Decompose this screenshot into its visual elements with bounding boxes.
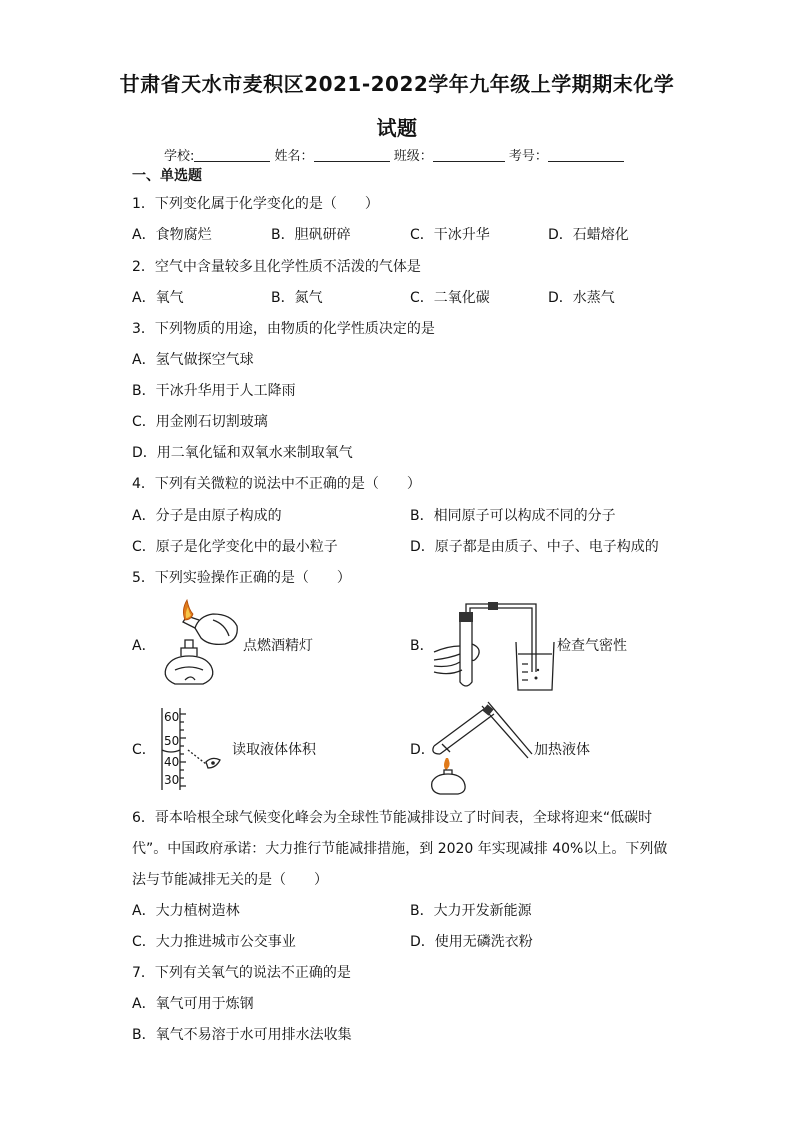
cylinder-tick-30: 30 — [164, 773, 180, 787]
question-4-option-b: B．相同原子可以构成不同的分子 — [410, 508, 616, 524]
question-2-stem: 2．空气中含量较多且化学性质不活泼的气体是 — [132, 259, 421, 275]
exam-number-blank[interactable] — [548, 148, 624, 162]
alcohol-lamp-lighting-figure — [155, 598, 245, 690]
question-6-option-b: B．大力开发新能源 — [410, 903, 532, 919]
question-6-stem-line3: 法与节能减排无关的是（ ） — [132, 872, 328, 888]
question-5-option-b-letter: B． — [410, 638, 434, 654]
question-5-stem: 5．下列实验操作正确的是（ ） — [132, 570, 351, 586]
question-5-option-a-letter: A． — [132, 638, 156, 654]
exam-title-line2: 试题 — [376, 116, 418, 140]
question-2-option-a: A．氧气 — [132, 290, 184, 306]
question-4-option-a: A．分子是由原子构成的 — [132, 508, 282, 524]
exam-number-label: 考号： — [508, 149, 548, 164]
question-2-option-b: B．氮气 — [271, 290, 323, 306]
question-5-option-b-text: 检查气密性 — [557, 638, 627, 654]
class-label: 班级： — [393, 149, 433, 164]
question-1-option-b: B．胆矾研碎 — [271, 227, 351, 243]
question-1-option-d: D．石蜡熔化 — [548, 227, 629, 243]
question-5-option-c-letter: C． — [132, 742, 156, 758]
question-6-stem-line1: 6．哥本哈根全球气候变化峰会为全球性节能减排设立了时间表，全球将迎来“低碳时 — [132, 810, 653, 826]
name-label: 姓名： — [274, 149, 314, 164]
question-3-option-c: C．用金刚石切割玻璃 — [132, 414, 268, 430]
question-6-option-d: D．使用无磷洗衣粉 — [410, 934, 533, 950]
question-5-option-c-text: 读取液体体积 — [232, 742, 316, 758]
question-3-option-b: B．干冰升华用于人工降雨 — [132, 383, 296, 399]
question-4-stem: 4．下列有关微粒的说法中不正确的是（ ） — [132, 476, 421, 492]
question-2-option-d: D．水蒸气 — [548, 290, 615, 306]
question-6-option-c: C．大力推进城市公交事业 — [132, 934, 296, 950]
airtightness-check-figure — [432, 600, 558, 692]
question-6-option-a: A．大力植树造林 — [132, 903, 240, 919]
heating-liquid-figure — [424, 700, 534, 796]
section-heading: 一、单选题 — [132, 168, 202, 184]
question-1-stem: 1．下列变化属于化学变化的是（ ） — [132, 196, 379, 212]
question-5-option-d-letter: D． — [410, 742, 435, 758]
school-blank[interactable] — [194, 148, 270, 162]
question-7-option-a: A．氧气可用于炼钢 — [132, 996, 254, 1012]
student-info-row — [164, 145, 624, 164]
question-7-option-b: B．氧气不易溶于水可用排水法收集 — [132, 1027, 352, 1043]
question-6-stem-line2: 代”。中国政府承诺：大力推行节能减排措施，到 2020 年实现减排 40%以上。下列做 — [132, 841, 668, 857]
exam-title-line1: 甘肃省天水市麦积区2021-2022学年九年级上学期期末化学 — [119, 72, 675, 96]
cylinder-tick-40: 40 — [164, 755, 180, 769]
question-7-stem: 7．下列有关氧气的说法不正确的是 — [132, 965, 351, 981]
school-label: 学校: — [164, 149, 195, 164]
question-1-option-a: A．食物腐烂 — [132, 227, 212, 243]
question-3-stem: 3．下列物质的用途，由物质的化学性质决定的是 — [132, 321, 435, 337]
question-4-option-d: D．原子都是由质子、中子、电子构成的 — [410, 539, 659, 555]
question-5-option-a-text: 点燃酒精灯 — [243, 638, 313, 654]
question-1-option-c: C．干冰升华 — [410, 227, 490, 243]
question-4-option-c: C．原子是化学变化中的最小粒子 — [132, 539, 338, 555]
question-5-option-d-text: 加热液体 — [534, 742, 590, 758]
cylinder-tick-50: 50 — [164, 734, 180, 748]
question-2-option-c: C．二氧化碳 — [410, 290, 490, 306]
cylinder-tick-60: 60 — [164, 710, 180, 724]
question-3-option-d: D．用二氧化锰和双氧水来制取氧气 — [132, 445, 353, 461]
class-blank[interactable] — [433, 148, 505, 162]
question-3-option-a: A．氢气做探空气球 — [132, 352, 254, 368]
name-blank[interactable] — [314, 148, 390, 162]
